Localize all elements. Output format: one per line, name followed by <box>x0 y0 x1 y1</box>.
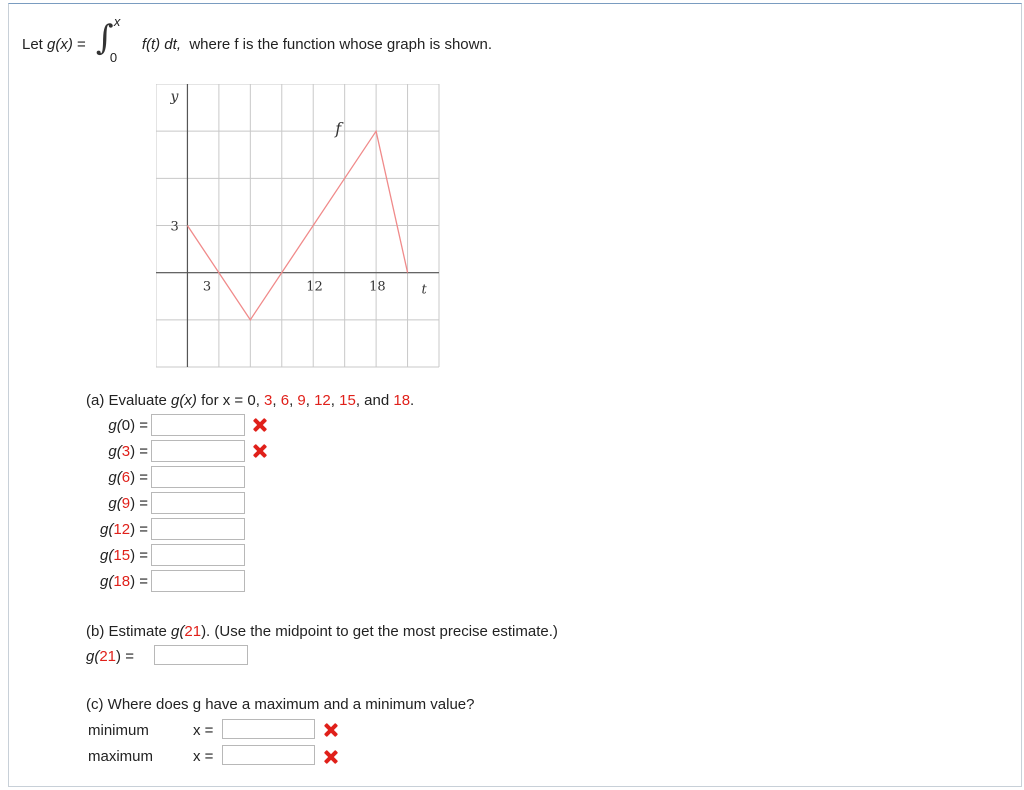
g-row-func: g( <box>100 521 114 538</box>
part-a-value-12: 12 <box>314 392 331 409</box>
g15-input[interactable] <box>151 544 245 566</box>
g-row-func: g( <box>100 547 114 564</box>
integral-upper-limit: x <box>113 14 121 29</box>
part-b-num: 21 <box>184 623 202 640</box>
question-gx: g(x) <box>47 35 73 53</box>
wrong-answer-icon <box>252 417 268 433</box>
function-graph <box>156 84 440 368</box>
g-row-num: 3 <box>121 443 131 460</box>
minimum-x-input[interactable] <box>222 719 315 739</box>
g-row-func: g( <box>108 469 122 486</box>
minimum-label: minimum <box>88 722 149 739</box>
g21-input[interactable] <box>154 645 248 665</box>
part-a-for-x: for x = <box>201 392 244 409</box>
question-let: Let <box>22 35 43 53</box>
question-rest: where f is the function whose graph is shown. <box>189 35 492 53</box>
integral-lower-limit: 0 <box>109 50 118 65</box>
g-row-close: ) = <box>130 573 148 590</box>
g-row-close: ) = <box>130 547 148 564</box>
part-a-value-18: 18 <box>393 392 411 409</box>
g-row-func: g( <box>108 495 122 512</box>
g3-input[interactable] <box>151 440 245 462</box>
x-tick-18: 18 <box>369 279 386 295</box>
g18-input[interactable] <box>151 570 245 592</box>
part-a-and: and <box>364 392 390 409</box>
g-row-num: 0 <box>121 417 131 434</box>
g-row-close: ) = <box>130 495 148 512</box>
g9-input[interactable] <box>151 492 245 514</box>
part-b-label-num: 21 <box>99 648 117 665</box>
part-a-func: g(x) <box>171 392 197 409</box>
g-row-close: ) = <box>130 521 148 538</box>
g-row-close: ) = <box>130 417 148 434</box>
part-b-label-open: g( <box>86 648 100 665</box>
g-row-label <box>0 495 148 512</box>
g-row-close: ) = <box>130 469 148 486</box>
maximum-label: maximum <box>88 748 154 765</box>
g-row-label <box>0 573 148 590</box>
g-row-label <box>0 417 148 434</box>
g-row-num: 12 <box>113 521 131 538</box>
y-axis-label: y <box>170 89 179 105</box>
part-c-question: (c) Where does g have a maximum and a minimum value? <box>86 696 475 713</box>
g-row-label <box>0 469 148 486</box>
part-a-value-3: 3 <box>264 392 273 409</box>
maximum-x-eq: x = <box>193 748 214 765</box>
g-row-func: g( <box>108 417 122 434</box>
part-b-note: (Use the midpoint to get the most precise estimate.) <box>214 623 558 640</box>
part-a-value-15: 15 <box>339 392 356 409</box>
g-row-num: 6 <box>121 469 131 486</box>
part-b-func-open: g( <box>171 623 185 640</box>
g12-input[interactable] <box>151 518 245 540</box>
x-tick-12: 12 <box>306 279 323 295</box>
minimum-x-eq: x = <box>193 722 214 739</box>
part-b-answer-label <box>86 648 134 665</box>
curve-f-label: f <box>335 119 342 139</box>
g-row-label <box>0 443 148 460</box>
t-axis-label: t <box>421 282 427 298</box>
integral-sign <box>95 14 136 65</box>
part-b-prefix: (b) Estimate <box>86 623 167 640</box>
part-b-label-close: ) = <box>116 648 134 665</box>
g0-input[interactable] <box>151 414 245 436</box>
question-equals: = <box>77 35 86 53</box>
wrong-answer-icon <box>252 443 268 459</box>
maximum-x-input[interactable] <box>222 745 315 765</box>
g-row-label <box>0 547 148 564</box>
g6-input[interactable] <box>151 466 245 488</box>
g-row-close: ) = <box>130 443 148 460</box>
part-a-prompt: (a) Evaluate g(x) for x = 0, 3, 6, 9, 12, 15, and 18. <box>86 392 415 409</box>
maximum-wrong-icon <box>323 749 339 765</box>
integral-symbol: ∫ <box>95 18 114 58</box>
part-a-value-0: 0 <box>247 392 256 409</box>
g-row-func: g( <box>100 573 114 590</box>
x-tick-3: 3 <box>202 279 212 295</box>
g-row-label <box>0 521 148 538</box>
part-a-value-6: 6 <box>280 392 290 409</box>
question-integrand: f(t) dt, <box>141 35 181 53</box>
part-b-prompt <box>86 623 558 640</box>
g-row-num: 15 <box>113 547 131 564</box>
minimum-wrong-icon <box>323 722 339 738</box>
part-a-value-9: 9 <box>297 392 306 409</box>
part-a-prefix: (a) Evaluate <box>86 392 167 409</box>
question-text <box>22 14 492 65</box>
g-row-num: 18 <box>113 573 131 590</box>
y-tick-3: 3 <box>170 219 179 235</box>
g-row-num: 9 <box>121 495 131 512</box>
g-row-func: g( <box>108 443 122 460</box>
part-b-func-close: ). <box>201 623 211 640</box>
